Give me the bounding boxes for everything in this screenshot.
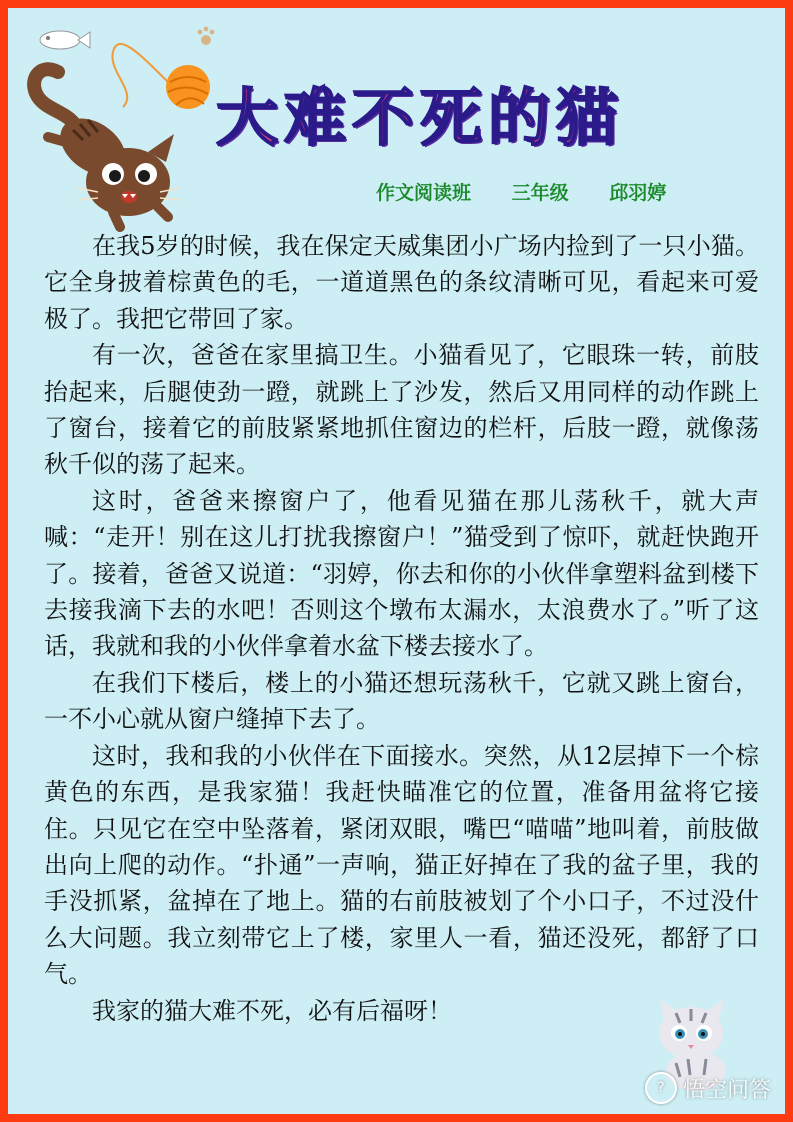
- watermark: [645, 1072, 771, 1104]
- byline-author: 邱羽婷: [609, 182, 667, 204]
- paragraph: 有一次，爸爸在家里搞卫生。小猫看见了，它眼珠一转，前肢抬起来，后腿使劲一蹬，就跳上了沙发，然后又用同样的动作跳上了窗台，接着它的前肢紧紧地抓住窗边的栏杆，后肢一蹬，就像荡秋千似的荡了起来。: [44, 341, 759, 479]
- paragraph: 在我5岁的时候，我在保定天威集团小广场内捡到了一只小猫。它全身披着棕黄色的毛，一道道黑色的条纹清晰可见，看起来可爱极了。我把它带回了家。: [44, 232, 759, 333]
- cartoon-cat-with-yarn-icon: [18, 12, 228, 242]
- paragraph: 这时，爸爸来擦窗户了，他看见猫在那儿荡秋千，就大声喊：“走开！别在这儿打扰我擦窗户！”猫受到了惊吓，就赶快跑开了。接着，爸爸又说道：“羽婷，你去和你的小伙伴拿塑料盆到楼下去接我滴下去的水吧！否则这个墩布太漏水，太浪费水了。”听了这话，我就和我的小伙伴拿着水盆下楼去接水了。: [44, 486, 759, 661]
- paragraph: 我家的猫大难不死，必有后福呀！: [92, 996, 452, 1025]
- byline-class: 作文阅读班: [376, 182, 472, 204]
- paragraph: 这时，我和我的小伙伴在下面接水。突然，从12层掉下一个棕黄色的东西，是我家猫！我赶快瞄准它的位置，准备用盆将它接住。只见它在空中坠落着，紧闭双眼，嘴巴“喵喵”地叫着，前肢做出向上爬的动作。“扑通”一声响，猫正好掉在了我的盆子里，我的手没抓紧，盆掉在了地上。猫的右前肢被划了个小口子，不过没什么大问题。我立刻带它上了楼，家里人一看，猫还没死，都舒了口气。: [44, 741, 759, 989]
- byline-grade: 三年级: [511, 182, 569, 204]
- paragraph: 在我们下楼后，楼上的小猫还想玩荡秋千，它就又跳上窗台，一不小心就从窗户缝掉下去了。: [44, 668, 759, 734]
- watermark-text: 悟空问答: [682, 1077, 771, 1103]
- byline: [376, 178, 666, 205]
- q-bubble-icon: ?: [645, 1072, 677, 1104]
- essay-title: 大难不死的猫: [216, 81, 625, 154]
- essay-body: [44, 228, 759, 1029]
- essay-page: [8, 8, 785, 1114]
